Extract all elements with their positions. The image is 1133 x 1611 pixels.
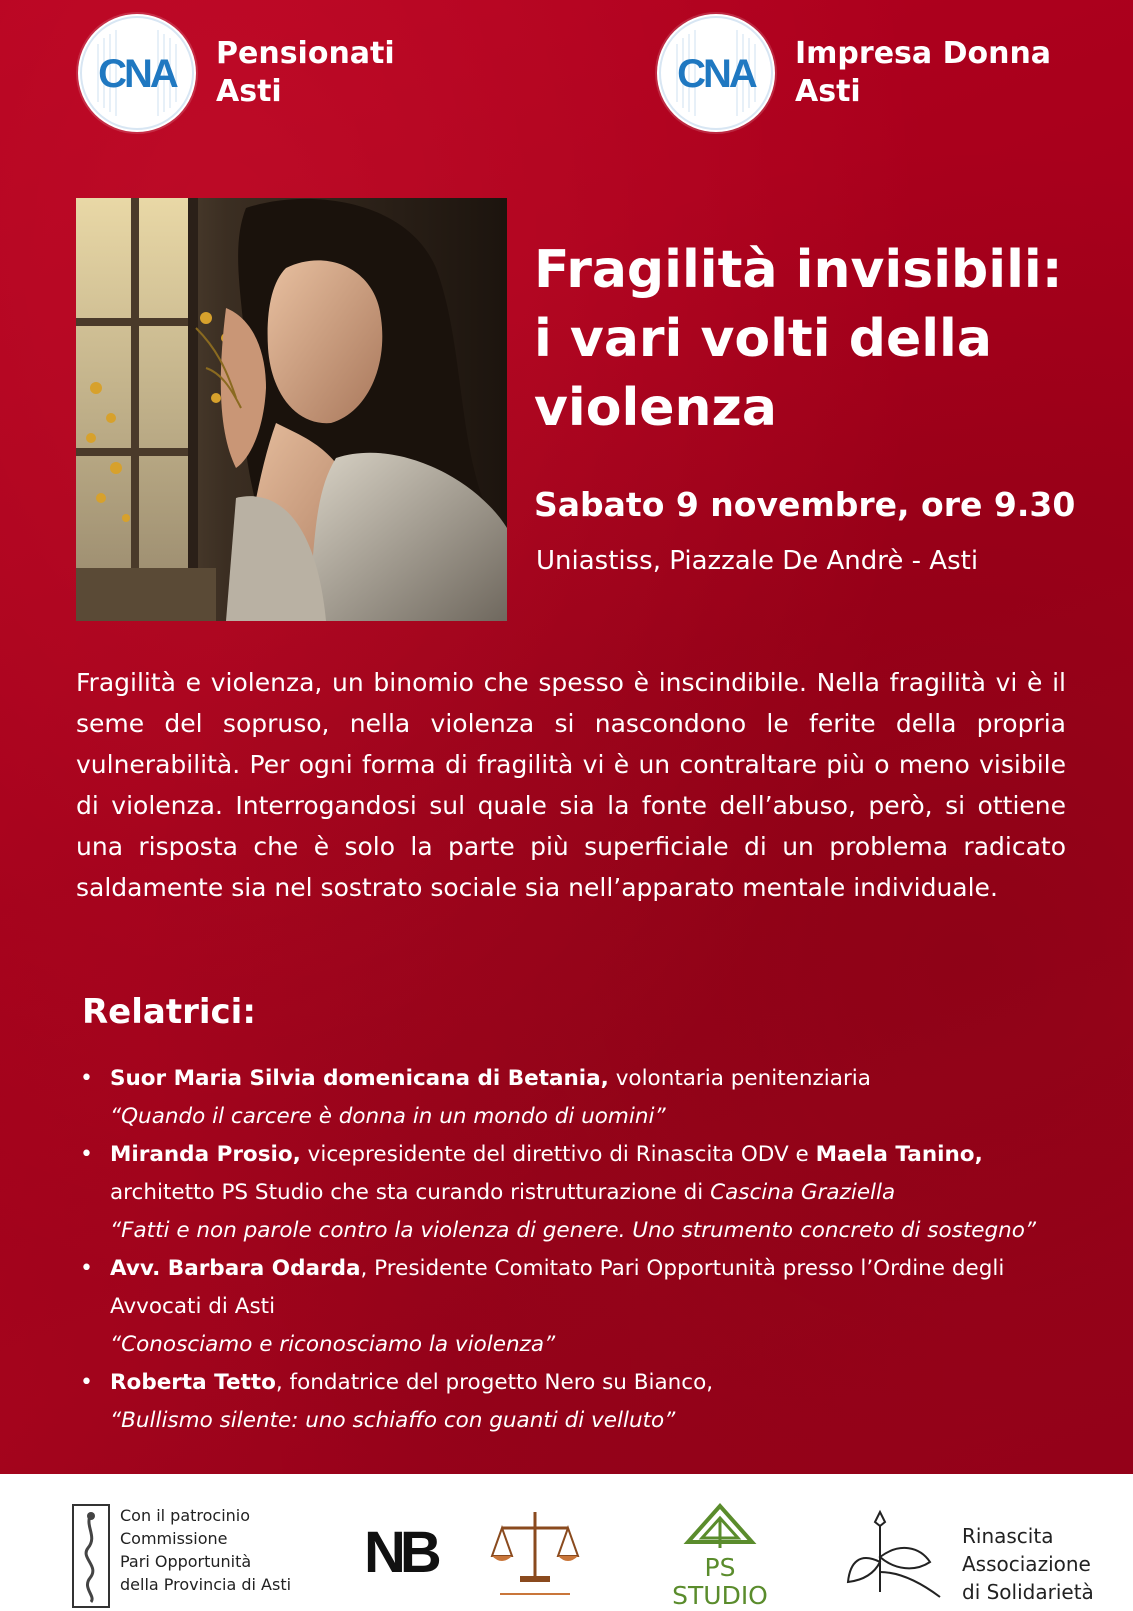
patrocinio-block xyxy=(72,1504,291,1608)
title-line: Fragilità invisibili: xyxy=(534,240,1063,300)
event-title xyxy=(534,236,1094,443)
nero-su-bianco-logo xyxy=(364,1518,436,1586)
speaker-name: Suor Maria Silvia domenicana di Betania, xyxy=(110,1066,609,1091)
cna-pensionati-logo xyxy=(78,14,395,132)
event-date: Sabato 9 novembre, ore 9.30 xyxy=(534,485,1076,524)
event-venue: Uniastiss, Piazzale De Andrè - Asti xyxy=(536,546,979,576)
speakers-list xyxy=(80,1060,1080,1440)
provincia-crest-icon xyxy=(72,1504,110,1608)
rinascita-line: Rinascita xyxy=(962,1524,1054,1548)
ps-studio-text: PS STUDIO xyxy=(672,1553,768,1610)
speaker-name: Roberta Tetto xyxy=(110,1370,276,1395)
logo-line2: Asti xyxy=(795,74,861,109)
rinascita-line: Associazione xyxy=(962,1552,1091,1576)
scales-of-justice-icon xyxy=(490,1504,580,1608)
title-line: violenza xyxy=(534,378,777,438)
speaker-role: , Presidente Comitato Pari Opportunità presso l’Ordine degli Avvocati di Asti xyxy=(110,1256,1005,1319)
woman-painting-image xyxy=(76,198,507,621)
svg-text:CNA: CNA xyxy=(98,52,176,96)
project-name: Cascina Graziella xyxy=(710,1180,896,1205)
speaker-item xyxy=(80,1060,1080,1136)
event-description: Fragilità e violenza, un binomio che spesso è inscindibile. Nella fragilità vi è il seme del sopruso, nella violenza si nascondono le ferite della propria vulnerabilità. Per ogni forma di fragilità vi è un contraltare più o meno visibile di violenza. Interrogandosi sul quale sia la fonte dell’abuso, però, si ottiene una risposta che è solo la parte più superficiale di un problema radicato saldamente sia nel sostrato sociale sia nell’apparato mentale individuale. xyxy=(76,668,1066,902)
speaker-quote: “Bullismo silente: uno schiaffo con guanti di velluto” xyxy=(110,1408,676,1433)
speaker-role: vicepresidente del direttivo di Rinascita ODV e xyxy=(300,1142,816,1167)
speaker-item xyxy=(80,1250,1080,1364)
speaker-name: Maela Tanino, xyxy=(815,1142,983,1167)
logo-line2: Asti xyxy=(216,74,282,109)
title-line: i vari volti della xyxy=(534,309,992,369)
logo-line1: Pensionati xyxy=(216,36,395,71)
patrocinio-line: della Provincia di Asti xyxy=(120,1575,292,1594)
speaker-role: , fondatrice del progetto Nero su Bianco, xyxy=(275,1370,714,1395)
speaker-quote: “Conosciamo e riconosciamo la violenza” xyxy=(110,1332,556,1357)
speaker-role: architetto PS Studio che sta curando ristrutturazione di xyxy=(110,1180,711,1205)
sponsors-footer xyxy=(0,1474,1133,1611)
patrocinio-line: Con il patrocinio xyxy=(120,1506,251,1525)
svg-text:NB: NB xyxy=(364,1520,436,1585)
speakers-heading: Relatrici: xyxy=(82,992,256,1032)
rinascita-line: di Solidarietà xyxy=(962,1580,1094,1604)
logo-line1: Impresa Donna xyxy=(795,36,1052,71)
speaker-role: volontaria penitenziaria xyxy=(608,1066,871,1091)
speaker-quote: “Quando il carcere è donna in un mondo di uomini” xyxy=(110,1104,666,1129)
rinascita-flower-icon xyxy=(840,1502,950,1606)
rinascita-text-block xyxy=(962,1522,1094,1606)
speaker-name: Avv. Barbara Odarda xyxy=(110,1256,361,1281)
speaker-name: Miranda Prosio, xyxy=(110,1142,301,1167)
cna-logo-icon xyxy=(78,14,196,132)
cna-impresa-donna-logo xyxy=(657,14,1051,132)
speaker-quote: “Fatti e non parole contro la violenza di genere. Uno strumento concreto di sostegno” xyxy=(110,1218,1037,1243)
patrocinio-line: Pari Opportunità xyxy=(120,1552,252,1571)
cna-logo-icon xyxy=(657,14,775,132)
ps-studio-logo xyxy=(660,1502,780,1610)
speaker-item xyxy=(80,1364,1080,1440)
svg-text:CNA: CNA xyxy=(677,52,755,96)
patrocinio-line: Commissione xyxy=(120,1529,228,1548)
speaker-item xyxy=(80,1136,1080,1250)
ps-studio-tree-icon xyxy=(680,1502,760,1550)
